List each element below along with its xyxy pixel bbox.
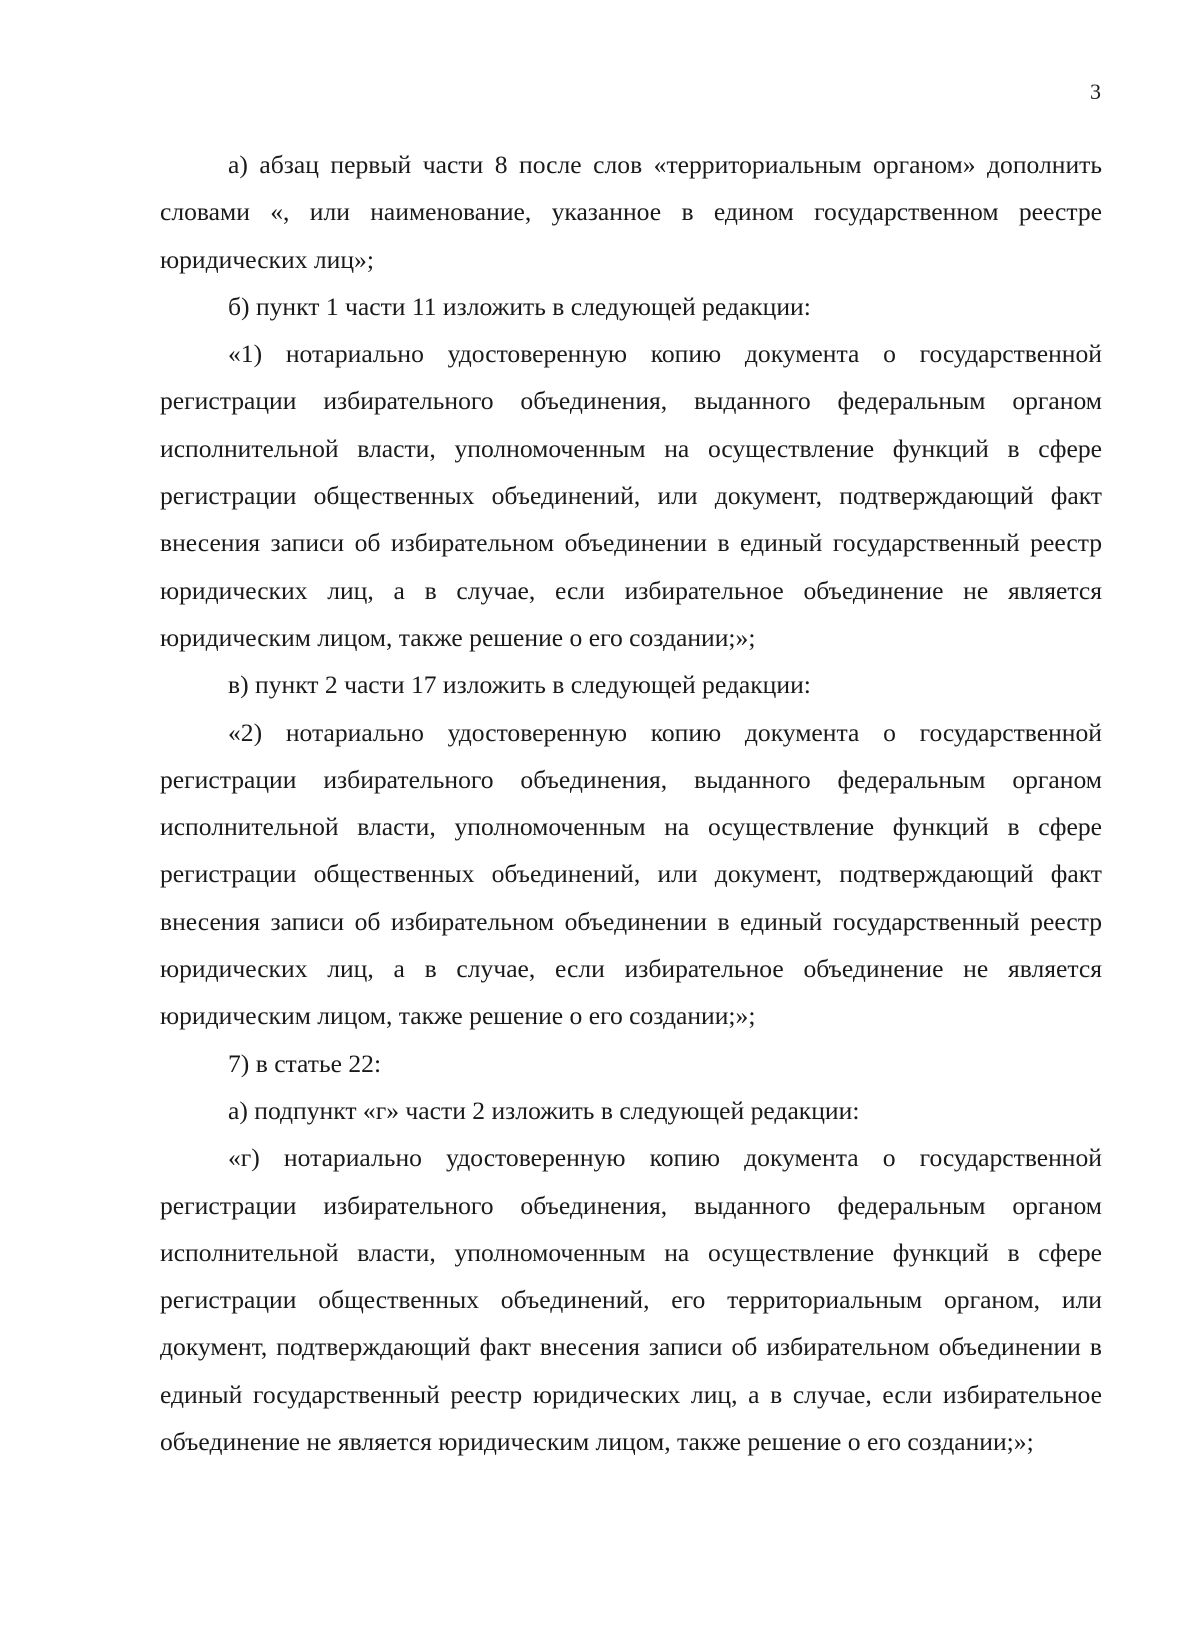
paragraph-subitem-g-heading: а) подпункт «г» части 2 изложить в следующей редакции:: [228, 1095, 860, 1125]
paragraph-article-22: 7) в статье 22:: [228, 1048, 382, 1078]
paragraph-amendment-b: б) пункт 1 части 11 изложить в следующей редакции:: [228, 291, 811, 321]
paragraph-amendment-v: в) пункт 2 части 17 изложить в следующей редакции:: [228, 670, 811, 700]
paragraph-subitem-g-text: «г) нотариально удостоверенную копию документа о государственной регистрации избирательного объединения, выданного федеральным органом исполнительной власти, уполномоченным на осуществление функций в сфере регистрации общественных объединений, его территориальным органом, или документ, подтверждающий факт внесения записи об избирательном объединении в единый государственный реестр юридических лиц, а в случае, если избирательное объединение не является юридическим лицом, также решение о его создании;»;: [160, 1143, 1102, 1457]
page-number: 3: [1090, 79, 1101, 104]
document-body: [160, 141, 1102, 1465]
paragraph-amendment-a: а) абзац первый части 8 после слов «территориальным органом» дополнить словами «, или наименование, указанное в едином государственном реестре юридических лиц»;: [160, 150, 1102, 274]
paragraph-item-1-text: «1) нотариально удостоверенную копию документа о государственной регистрации избирательного объединения, выданного федеральным органом исполнительной власти, уполномоченным на осуществление функций в сфере регистрации общественных объединений, или документ, подтверждающий факт внесения записи об избирательном объединении в единый государственный реестр юридических лиц, а в случае, если избирательное объединение не является юридическим лицом, также решение о его создании;»;: [160, 339, 1102, 652]
paragraph-item-2-text: «2) нотариально удостоверенную копию документа о государственной регистрации избирательного объединения, выданного федеральным органом исполнительной власти, уполномоченным на осуществление функций в сфере регистрации общественных объединений, или документ, подтверждающий факт внесения записи об избирательном объединении в единый государственный реестр юридических лиц, а в случае, если избирательное объединение не является юридическим лицом, также решение о его создании;»;: [160, 717, 1102, 1031]
